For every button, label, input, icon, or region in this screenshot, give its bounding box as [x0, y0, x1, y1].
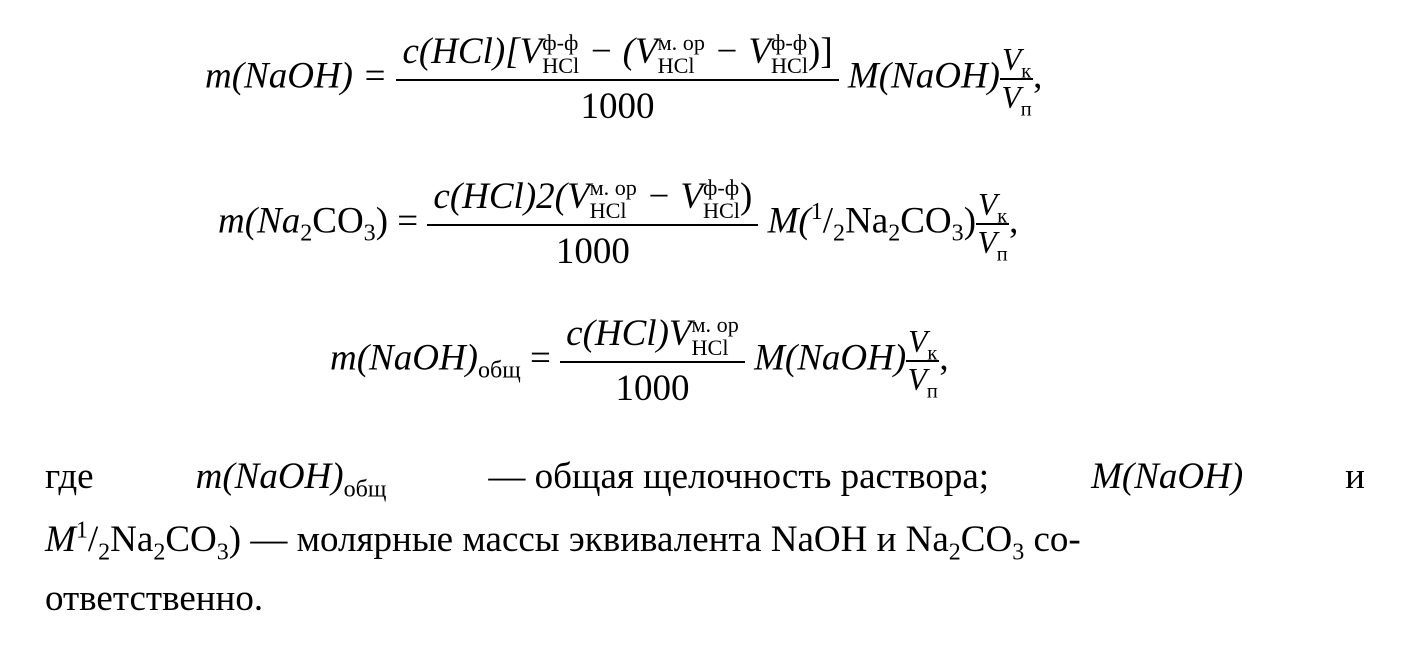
formula-fraction: [396, 30, 838, 128]
volume-ratio: $\frac{V_к}{V_п}$: [1001, 41, 1032, 121]
volume-ratio: $\frac{V_к}{V_п}$: [977, 186, 1008, 266]
paragraph-line-1: где $m(NaOH)_{общ}$ — общая щелочность раствора; M(NaOH) и: [45, 456, 1365, 503]
paragraph-line-2: $M^1/_2Na_2CO_3$) — молярные массы эквивалента NaOH и $Na_2CO_3$ со-: [45, 517, 1081, 566]
fraction-denominator: 1000: [555, 230, 630, 272]
formula-na2co3: $m(Na_2CO_3)$ = c(HCl)2(V м. ор HCl − V ф-ф HCl ) 1000 $M(^1/_2Na_2CO_3)$ $\frac{V_к}{V_п}$ ,: [218, 175, 1019, 272]
volume-ratio: $\frac{V_к}{V_п}$: [907, 323, 938, 403]
fraction-numerator: c(HCl)[V ф-ф HCl − (V м. ор HCl − V ф-ф HCl )]: [396, 30, 838, 81]
formula-lhs: m(NaOH) =: [205, 55, 388, 97]
formula-fraction: [427, 175, 758, 273]
fraction-numerator: c(HCl)V м. ор HCl: [560, 312, 745, 363]
molar-mass: M(NaOH): [847, 55, 1000, 97]
fraction-denominator: 1000: [615, 367, 690, 409]
formula-naoh: m(NaOH) = c(HCl)[V ф-ф HCl − (V м. ор HCl − V ф-ф HCl )] 1000 M(NaOH) $\frac{V_к}{V_п}$ ,: [205, 30, 1043, 127]
fraction-denominator: 1000: [580, 85, 655, 127]
fraction-numerator: c(HCl)2(V м. ор HCl − V ф-ф HCl ): [427, 175, 758, 226]
formula-fraction: [560, 312, 745, 410]
paragraph-line-3: ответственно.: [45, 578, 264, 619]
formula-naoh-total: $m(NaOH)_{общ}$ = c(HCl)V м. ор HCl 1000 M(NaOH) $\frac{V_к}{V_п}$ ,: [330, 312, 949, 409]
